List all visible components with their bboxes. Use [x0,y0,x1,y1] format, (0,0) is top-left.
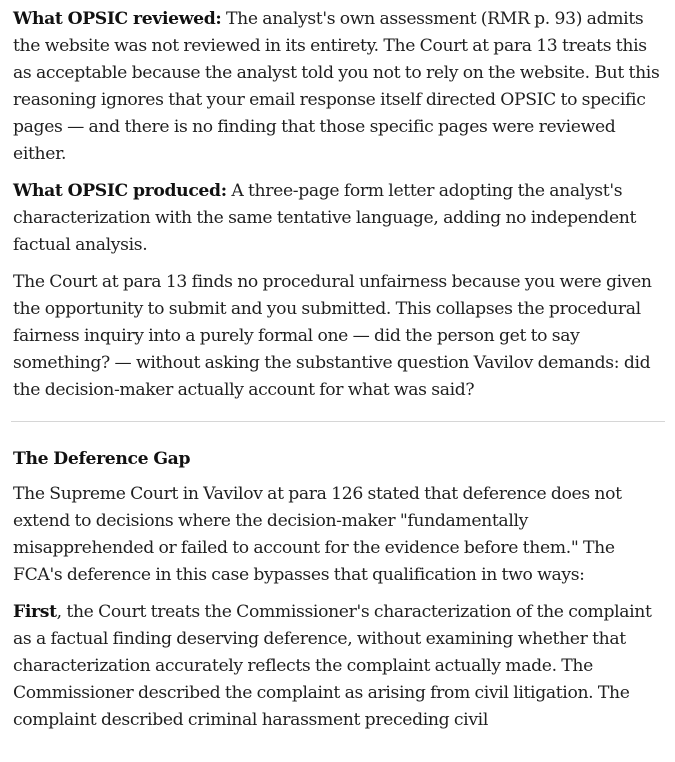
paragraph-what-reviewed [13,6,665,168]
paragraph-what-produced [13,178,665,259]
paragraph-deference-intro [13,481,665,589]
document-body [13,6,665,744]
text-what-reviewed: The analyst's own assessment (RMR p. 93) admits the website was not reviewed in its entirety. The Court at para 13 treats this as acceptable because the analyst told you not to rely on the website. But this reasoning ignores that your email response itself directed OPSIC to specific pages — and there is no finding that those specific pages were reviewed either. [13,9,660,164]
text-what-produced: A three-page form letter adopting the analyst's characterization with the same tentative language, adding no independent factual analysis. [13,181,637,255]
paragraph-first-point [13,599,665,734]
text-deference-intro: The Supreme Court in Vavilov at para 126 stated that deference does not extend to decisions where the decision-maker "fundamentally misapprehended or failed to account for the evidence before them." The FCA's deference in this case bypasses that qualification in two ways: [13,484,622,585]
heading-deference-gap: The Deference Gap [13,449,191,469]
text-procedural-fairness: The Court at para 13 finds no procedural unfairness because you were given the opportunity to submit and you submitted. This collapses the procedural fairness inquiry into a purely formal one — did the person get to say something? — without asking the substantive question Vavilov demands: did the decision-maker actually account for what was said? [13,272,652,400]
paragraph-procedural-fairness [13,269,665,404]
label-what-produced: What OPSIC produced: [13,181,227,201]
label-what-reviewed: What OPSIC reviewed: [13,9,222,29]
label-first: First [13,602,57,622]
text-first-point: , the Court treats the Commissioner's characterization of the complaint as a factual finding deserving deference, without examining whether that characterization accurately reflects the complaint actually made. The Commissioner described the complaint as arising from civil litigation. The complaint described criminal harassment preceding civil [13,602,652,730]
section-divider [11,421,665,422]
